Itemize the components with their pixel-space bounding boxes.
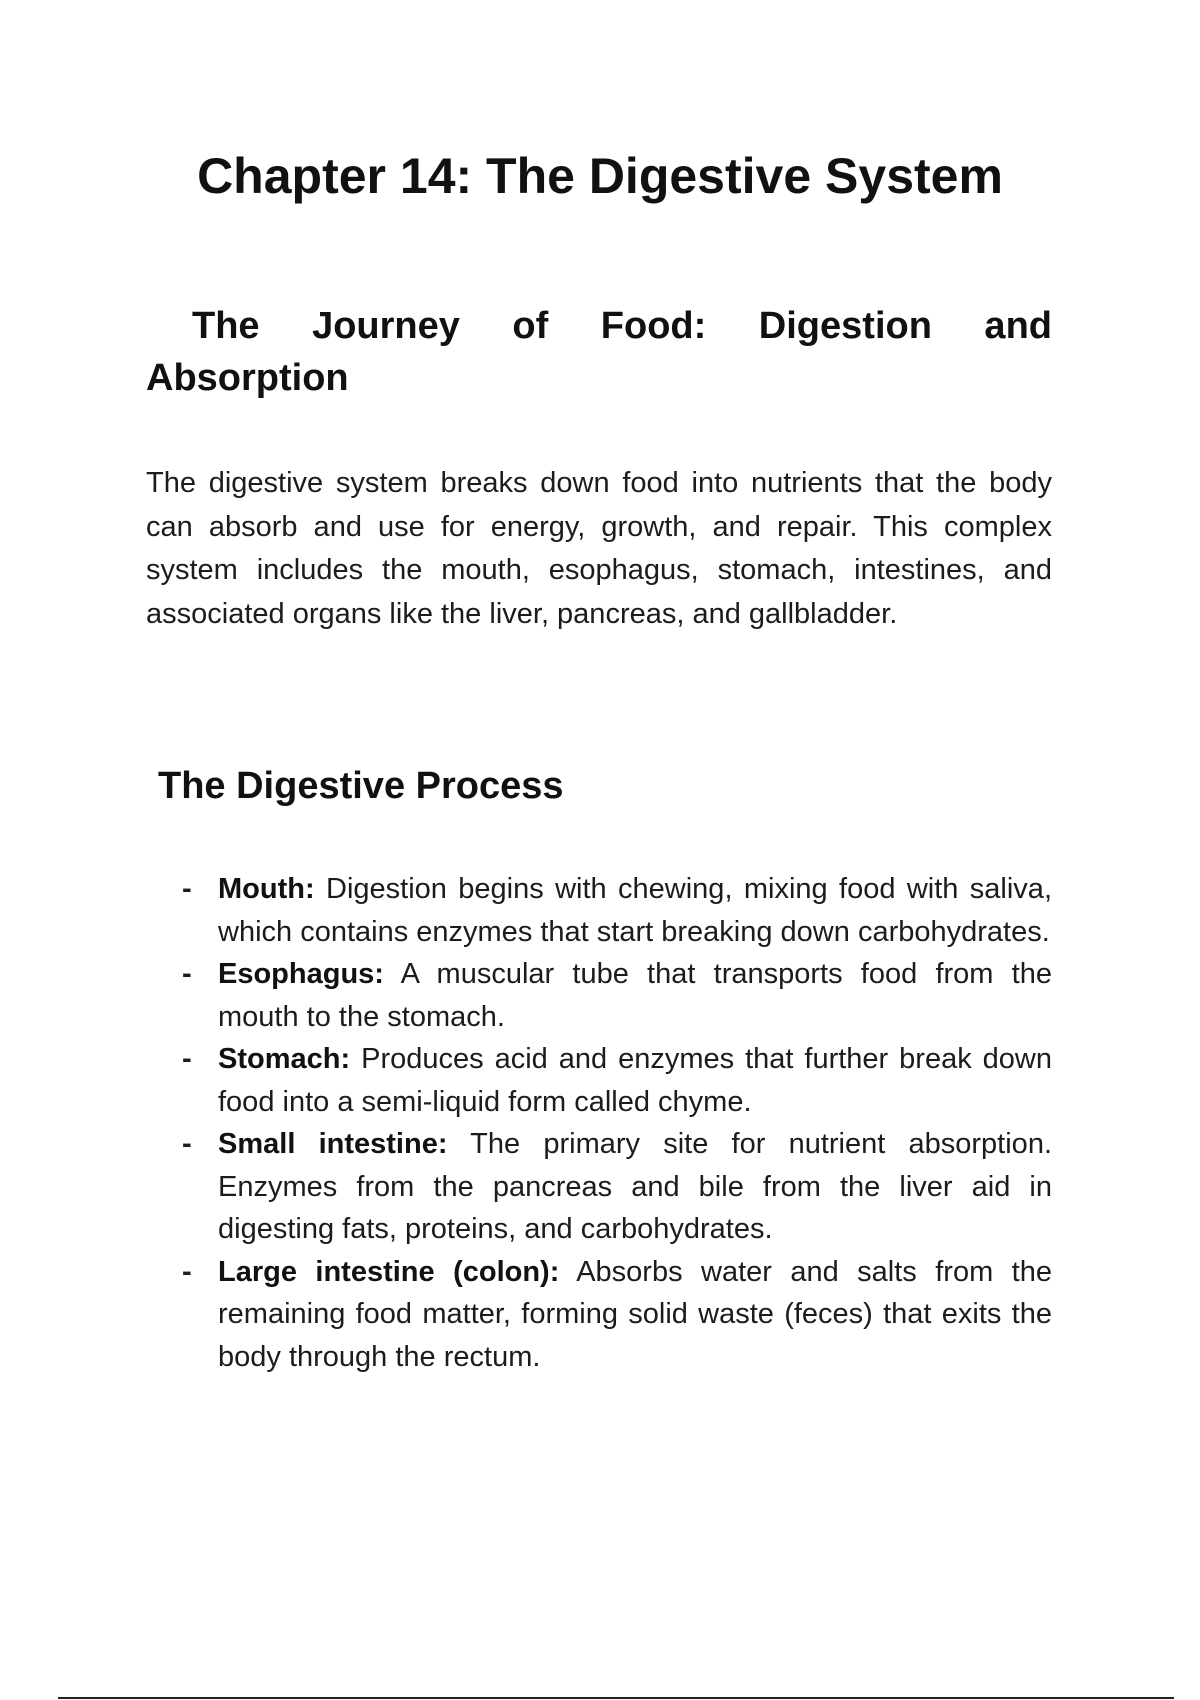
list-item-stomach (146, 1038, 1052, 1123)
list-item-text: A muscular tube that transports food from the mouth to the stomach. (218, 958, 1052, 1033)
intro-paragraph: The digestive system breaks down food into nutrients that the body can absorb and use for energy, growth, and repair. This complex system includes the mouth, esophagus, stomach, intestines, and associated organs like the liver, pancreas, and gallbladder. (146, 467, 1052, 630)
chapter-title: Chapter 14: The Digestive System (197, 148, 1003, 204)
list-item-text: Produces acid and enzymes that further break down food into a semi-liquid form called chyme. (218, 1043, 1052, 1118)
list-item-text: Digestion begins with chewing, mixing food with saliva, which contains enzymes that start breaking down carbohydrates. (218, 873, 1052, 948)
list-item-text: The primary site for nutrient absorption. Enzymes from the pancreas and bile from the liver aid in digesting fats, proteins, and carbohydrates. (218, 1128, 1053, 1245)
bullet-dash: - (182, 1043, 192, 1075)
list-item-term: Stomach: (218, 1043, 351, 1075)
list-item-term: Large intestine (colon): (218, 1255, 560, 1288)
digestive-process-list (146, 868, 1052, 1378)
section-heading-journey-of-food: The Journey of Food: Digestion and Absorption (146, 305, 1052, 399)
list-item-large-intestine (146, 1251, 1052, 1379)
list-item-mouth (146, 868, 1052, 953)
bullet-dash: - (182, 1255, 192, 1288)
bullet-dash: - (182, 1128, 192, 1160)
list-item-text: Absorbs water and salts from the remaining food matter, forming solid waste (feces) that exits the body through the rectum. (218, 1255, 1052, 1373)
list-item-esophagus (146, 953, 1052, 1038)
bullet-dash: - (182, 873, 192, 905)
list-item-small-intestine (146, 1123, 1052, 1251)
list-item-term: Mouth: (218, 873, 315, 905)
section-heading-digestive-process: The Digestive Process (158, 765, 564, 807)
footer-divider (58, 1697, 1174, 1699)
bullet-dash: - (182, 958, 192, 990)
list-item-term: Esophagus: (218, 958, 384, 990)
list-item-term: Small intestine: (218, 1128, 448, 1160)
